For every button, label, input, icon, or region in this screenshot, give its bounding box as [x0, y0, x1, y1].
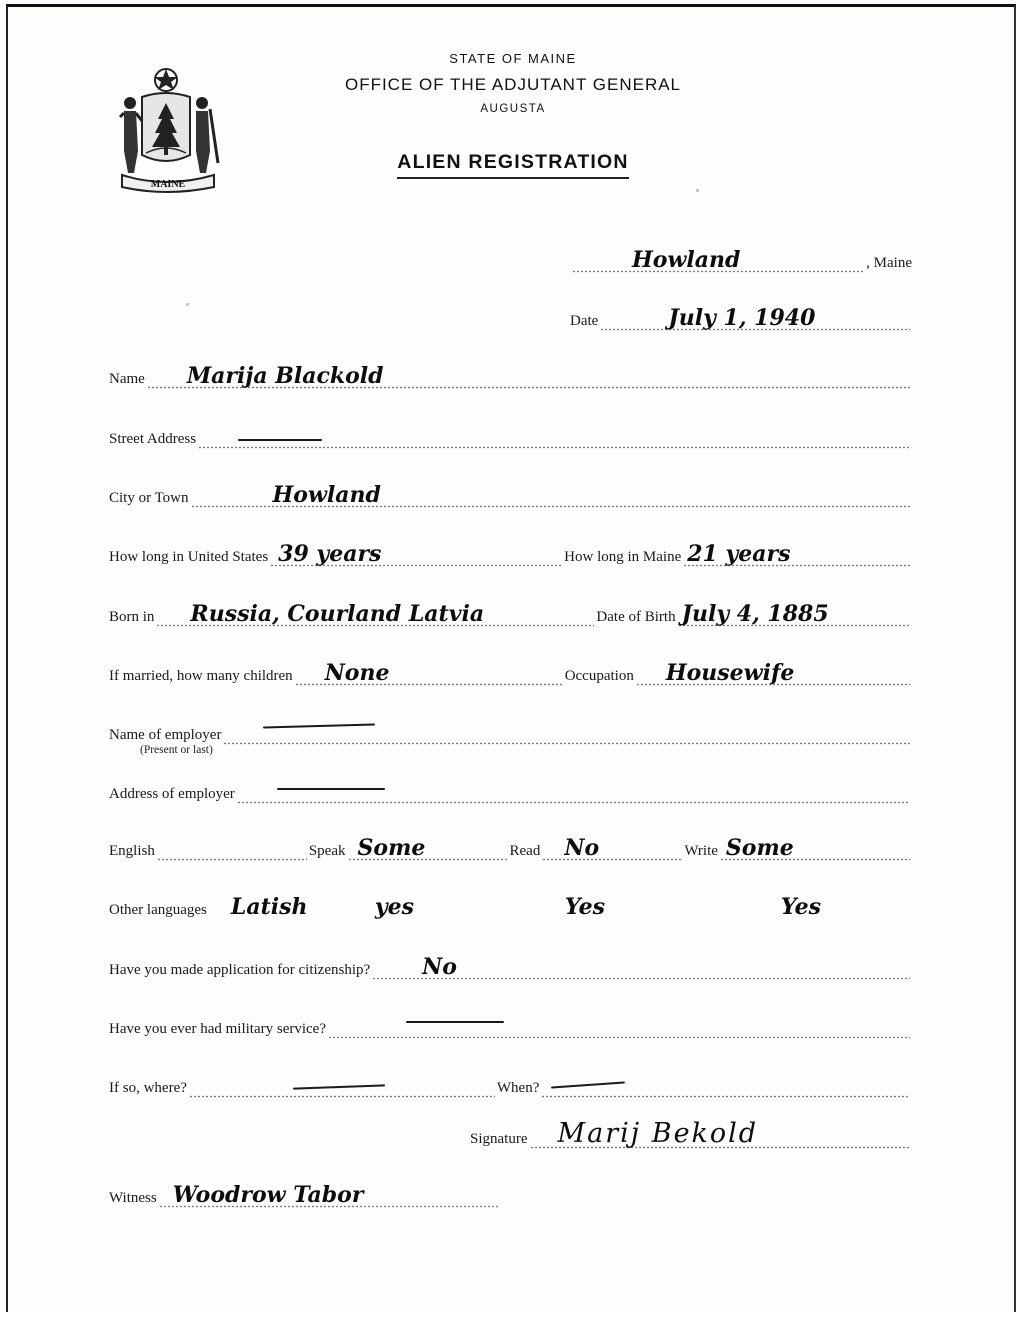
how-long-us-label: How long in United States: [109, 549, 269, 565]
where-line[interactable]: [189, 1076, 495, 1098]
blank-dash: [238, 439, 322, 441]
read-label: Read: [509, 843, 541, 859]
witness-value: Woodrow Tabor: [172, 1182, 364, 1208]
blank-dash: [277, 788, 385, 790]
how-long-maine-line[interactable]: [683, 541, 910, 567]
date-of-birth-label: Date of Birth: [596, 609, 676, 625]
city-label: City or Town: [109, 490, 189, 506]
state-heading: STATE OF MAINE: [449, 51, 577, 66]
occupation-value: Housewife: [665, 660, 795, 686]
employer-name-field[interactable]: [109, 719, 912, 745]
english-write-line[interactable]: [720, 835, 910, 861]
street-address-label: Street Address: [109, 431, 197, 447]
english-read-line[interactable]: [542, 835, 682, 861]
witness-line: [159, 1182, 499, 1208]
other-languages-label: Other languages: [109, 902, 207, 918]
signature-label: Signature: [470, 1131, 528, 1147]
occupation-line[interactable]: [636, 660, 910, 686]
children-value: None: [324, 660, 390, 686]
english-row: [109, 835, 912, 861]
date-line: [600, 305, 910, 331]
family-row: [109, 660, 912, 686]
employer-address-field[interactable]: [109, 778, 912, 804]
name-value: Marija Blackold: [186, 363, 384, 389]
name-field[interactable]: [109, 363, 912, 389]
english-read-value: No: [564, 835, 600, 861]
street-address-line: [198, 427, 910, 449]
how-long-maine-label: How long in Maine: [564, 549, 682, 565]
children-line[interactable]: [295, 660, 563, 686]
residence-row: [109, 541, 912, 567]
name-label: Name: [109, 371, 145, 387]
name-line: [147, 363, 910, 389]
english-speak-value: Some: [357, 835, 426, 861]
citizenship-field[interactable]: [109, 954, 912, 980]
date-field[interactable]: [570, 305, 912, 331]
how-long-maine-value: 21 years: [687, 541, 791, 567]
place-field[interactable]: [570, 247, 912, 273]
other-languages-row: [109, 894, 912, 920]
city-line: [191, 482, 910, 508]
other-language-write: Yes: [780, 894, 822, 920]
born-in-label: Born in: [109, 609, 155, 625]
other-languages-line[interactable]: [209, 894, 910, 920]
other-language-value: Latish: [230, 894, 308, 920]
military-label: Have you ever had military service?: [109, 1021, 326, 1037]
employer-name-line: [223, 723, 910, 745]
employer-sublabel: (Present or last): [140, 744, 213, 756]
military-line: [328, 1017, 910, 1039]
children-label: If married, how many children: [109, 668, 293, 684]
blank-dash: [551, 1081, 625, 1088]
employer-address-label: Address of employer: [109, 786, 235, 802]
registration-form: [6, 4, 1016, 1312]
signature-value: Marij Bekold: [557, 1118, 759, 1149]
write-label: Write: [684, 843, 718, 859]
born-in-line[interactable]: [156, 601, 594, 627]
blank-dash: [406, 1021, 504, 1023]
english-label: English: [109, 843, 155, 859]
citizenship-line: [372, 954, 910, 980]
blank-dash: [293, 1084, 385, 1089]
speak-label: Speak: [308, 843, 346, 859]
employer-name-label: Name of employer: [109, 727, 222, 743]
city-value: Howland: [272, 482, 381, 508]
witness-label: Witness: [109, 1190, 157, 1206]
form-header: [8, 7, 1014, 207]
birth-row: [109, 601, 912, 627]
place-line: [572, 247, 864, 273]
born-in-value: Russia, Courland Latvia: [190, 601, 485, 627]
office-heading: OFFICE OF THE ADJUTANT GENERAL: [344, 75, 682, 94]
street-address-field[interactable]: [109, 423, 912, 449]
blank-dash: [263, 724, 375, 729]
how-long-us-line[interactable]: [270, 541, 562, 567]
where-label: If so, where?: [109, 1080, 187, 1096]
military-field[interactable]: [109, 1013, 912, 1039]
english-line: [157, 839, 307, 861]
other-language-read: Yes: [564, 894, 606, 920]
date-of-birth-line[interactable]: [678, 601, 910, 627]
employer-address-line: [237, 782, 910, 804]
place-label: , Maine: [866, 255, 912, 271]
city-field[interactable]: [109, 482, 912, 508]
paper-speck: [186, 303, 189, 306]
seal-text: MAINE: [150, 179, 186, 190]
city-heading: AUGUSTA: [480, 103, 546, 115]
witness-field[interactable]: [109, 1182, 501, 1208]
signature-field[interactable]: [470, 1118, 912, 1149]
date-of-birth-value: July 4, 1885: [681, 601, 829, 627]
service-row: [109, 1072, 912, 1098]
date-label: Date: [570, 313, 599, 329]
paper-speck: [696, 189, 699, 192]
when-label: When?: [496, 1080, 540, 1096]
english-speak-line[interactable]: [348, 835, 508, 861]
occupation-label: Occupation: [564, 668, 634, 684]
form-title: ALIEN REGISTRATION: [8, 151, 1018, 174]
how-long-us-value: 39 years: [278, 541, 382, 567]
signature-line: [530, 1118, 911, 1149]
citizenship-value: No: [422, 954, 457, 980]
other-language-speak: yes: [374, 894, 415, 920]
citizenship-label: Have you made application for citizenship?: [109, 962, 371, 978]
when-line[interactable]: [541, 1076, 910, 1098]
place-value: Howland: [632, 247, 741, 273]
english-write-value: Some: [725, 835, 794, 861]
date-value: July 1, 1940: [668, 305, 816, 331]
